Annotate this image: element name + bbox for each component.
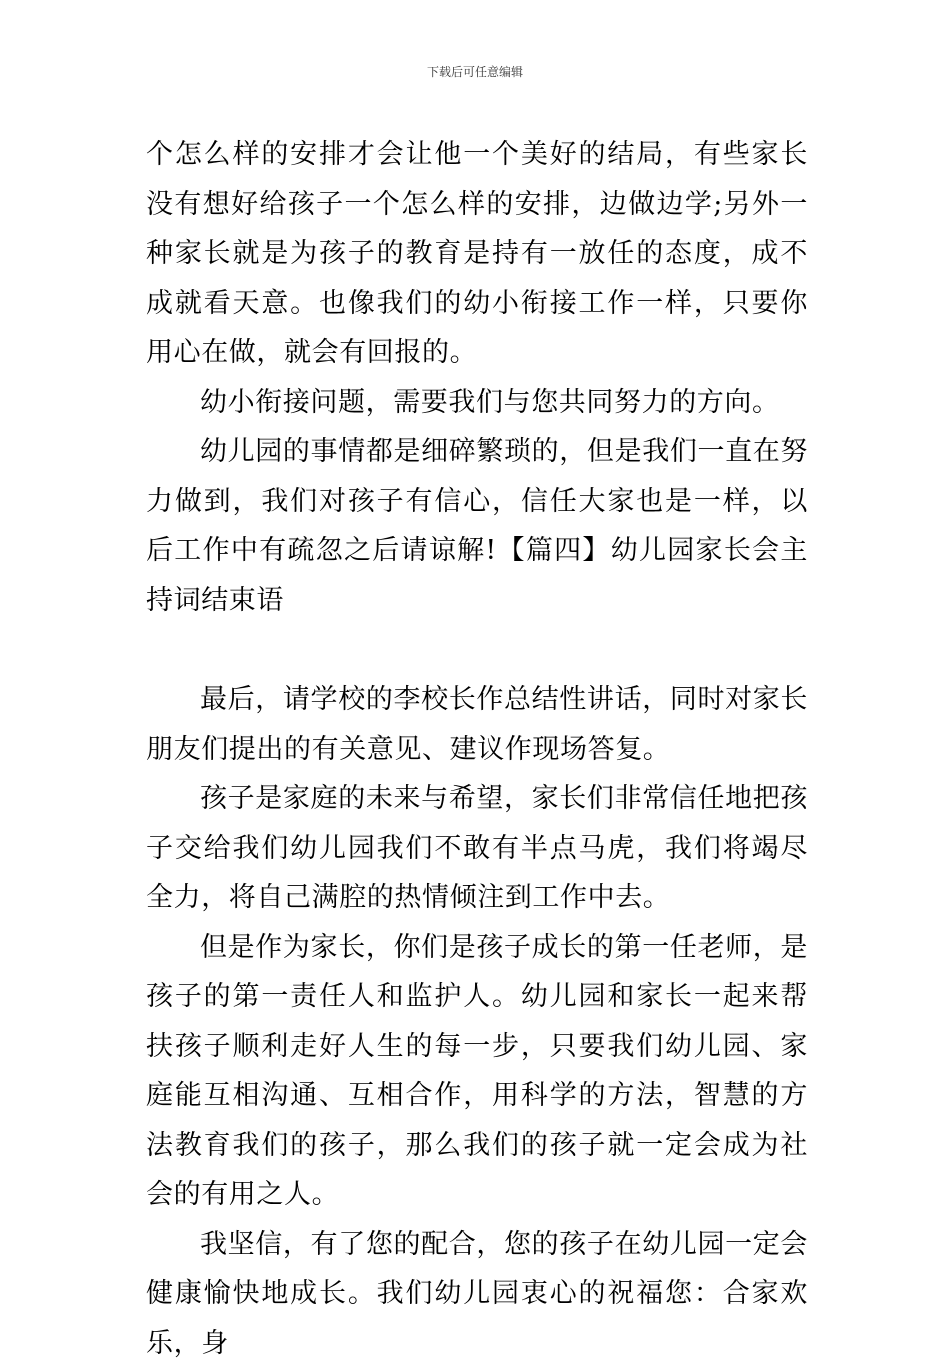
- page-header-note: 下载后可任意编辑: [0, 64, 950, 80]
- paragraph-children-hope: 孩子是家庭的未来与希望，家长们非常信任地把孩子交给我们幼儿园我们不敢有半点马虎，我们将竭尽全力，将自己满腔的热情倾注到工作中去。: [146, 774, 808, 923]
- section-spacer: [146, 625, 808, 675]
- paragraph-closing-wishes: 我坚信，有了您的配合，您的孩子在幼儿园一定会健康愉快地成长。我们幼儿园衷心的祝福您：合家欢乐，身: [146, 1220, 808, 1368]
- paragraph-continuation: 个怎么样的安排才会让他一个美好的结局，有些家长没有想好给孩子一个怎么样的安排，边做边学;另外一种家长就是为孩子的教育是持有一放任的态度，成不成就看天意。也像我们的幼小衔接工作一样，只要你用心在做，就会有回报的。: [146, 130, 808, 378]
- paragraph-principal-speech: 最后，请学校的李校长作总结性讲话，同时对家长朋友们提出的有关意见、建议作现场答复。: [146, 675, 808, 774]
- paragraph-parents-role: 但是作为家长，你们是孩子成长的第一任老师，是孩子的第一责任人和监护人。幼儿园和家长一起来帮扶孩子顺利走好人生的每一步，只要我们幼儿园、家庭能互相沟通、互相合作，用科学的方法，智慧的方法教育我们的孩子，那么我们的孩子就一定会成为社会的有用之人。: [146, 923, 808, 1220]
- paragraph-transition: 幼小衔接问题，需要我们与您共同努力的方向。: [146, 378, 808, 428]
- document-body: [146, 130, 808, 1368]
- paragraph-apology-and-section-heading: 幼儿园的事情都是细碎繁琐的，但是我们一直在努力做到，我们对孩子有信心，信任大家也是一样，以后工作中有疏忽之后请谅解!【篇四】幼儿园家长会主持词结束语: [146, 427, 808, 625]
